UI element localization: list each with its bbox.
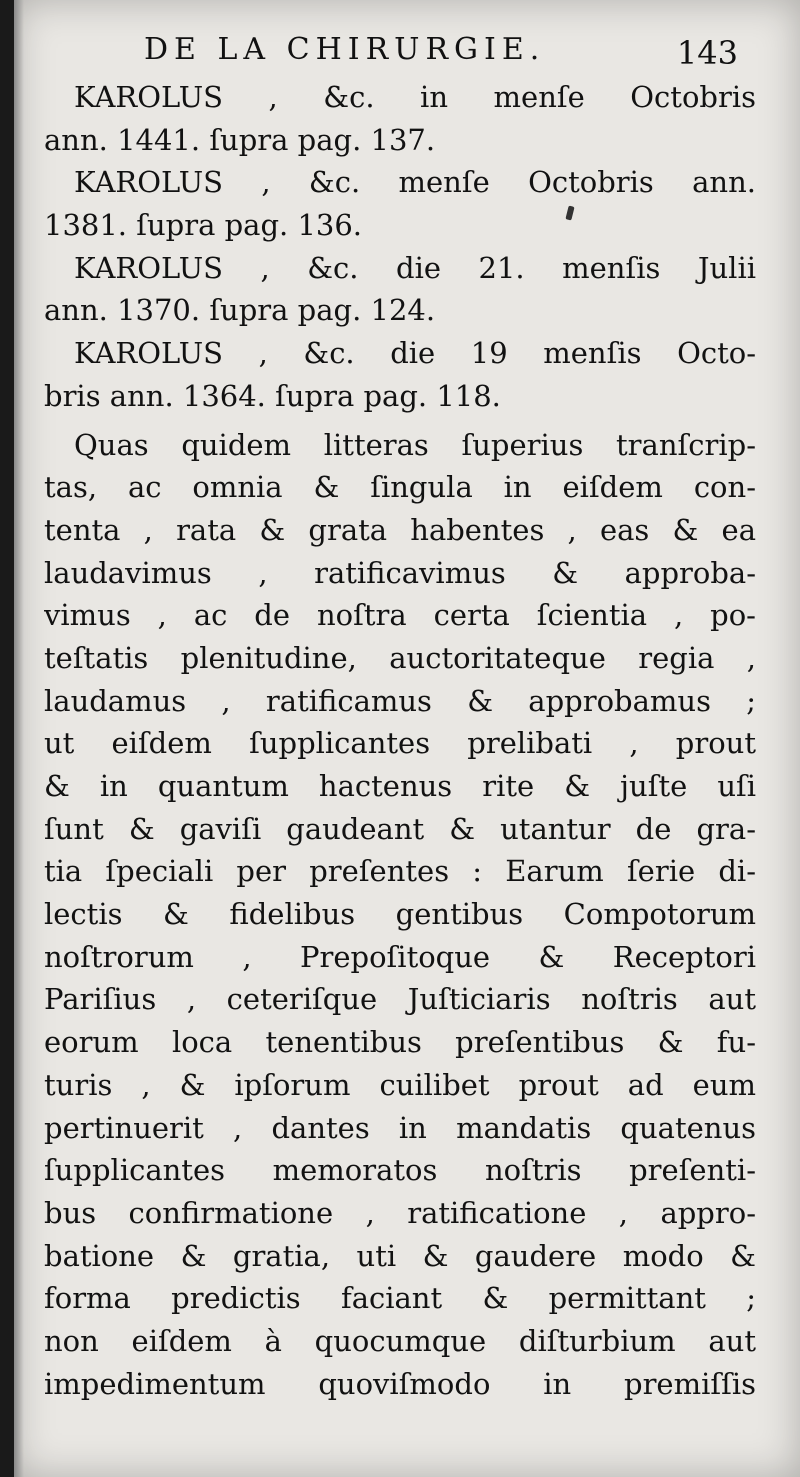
- body-line: tenta , rata & grata habentes , eas & ea: [44, 512, 756, 547]
- body-line: vimus , ac de noſtra certa ſcientia , po-: [44, 598, 756, 633]
- body-line: noſtrorum , Prepoſitoque & Receptori: [44, 939, 756, 974]
- running-header: [144, 30, 738, 76]
- body-line: tas, ac omnia & ſingula in eiſdem con-: [44, 470, 756, 505]
- body-line: non eiſdem à quocumque diſturbium aut: [44, 1323, 756, 1358]
- body-line: & in quantum hactenus rite & juſte uſi: [44, 769, 756, 803]
- body-line: ut eiſdem ſupplicantes prelibati , prout: [44, 726, 756, 761]
- running-title: DE LA CHIRURGIE.: [144, 32, 546, 67]
- body-line: impedimentum quoviſmodo in premiſſis: [44, 1366, 756, 1401]
- body-line: laudamus , ratificamus & approbamus ;: [44, 683, 756, 718]
- entry-line: KAROLUS , &c. die 21. menſis Julii: [74, 250, 756, 285]
- body-line: batione & gratia, uti & gaudere modo &: [44, 1238, 756, 1273]
- body-line: teſtatis plenitudine, auctoritateque regia ,: [44, 640, 756, 675]
- body-line: ſunt & gaviſi gaudeant & utantur de gra-: [44, 811, 756, 846]
- body-line: laudavimus , ratificavimus & approba-: [44, 555, 756, 590]
- body-line: ſupplicantes memoratos noſtris preſenti-: [44, 1153, 756, 1188]
- body-line: forma predictis faciant & permittant ;: [44, 1281, 756, 1316]
- body-line: pertinuerit , dantes in mandatis quatenus: [44, 1110, 756, 1145]
- entry-line: 1381. ſupra pag. 136.: [44, 208, 363, 243]
- entry-line: ann. 1441. ſupra pag. 137.: [44, 122, 436, 157]
- body-line: turis , & ipſorum cuilibet prout ad eum: [44, 1067, 756, 1102]
- entry-line: bris ann. 1364. ſupra pag. 118.: [44, 378, 501, 413]
- body-line: Quas quidem litteras ſuperius tranſcrip-: [74, 427, 756, 462]
- entry-line: KAROLUS , &c. menſe Octobris ann.: [74, 165, 756, 200]
- body-line: eorum loca tenentibus preſentibus & fu-: [44, 1025, 756, 1060]
- body-line: bus confirmatione , ratificatione , appro-: [44, 1195, 756, 1230]
- entry-line: ann. 1370. ſupra pag. 124.: [44, 293, 436, 328]
- entry-line: KAROLUS , &c. in menſe Octobris: [74, 80, 756, 114]
- body-line: lectis & fidelibus gentibus Compotorum: [44, 897, 756, 932]
- body-line: tia ſpeciali per preſentes : Earum ſerie di-: [44, 854, 756, 889]
- book-page: [14, 0, 800, 1477]
- page-number: 143: [676, 34, 738, 72]
- entry-line: KAROLUS , &c. die 19 menſis Octo-: [74, 336, 756, 371]
- text-block: [44, 76, 756, 1405]
- body-line: Pariſius , ceteriſque Juſticiaris noſtris aut: [44, 982, 756, 1017]
